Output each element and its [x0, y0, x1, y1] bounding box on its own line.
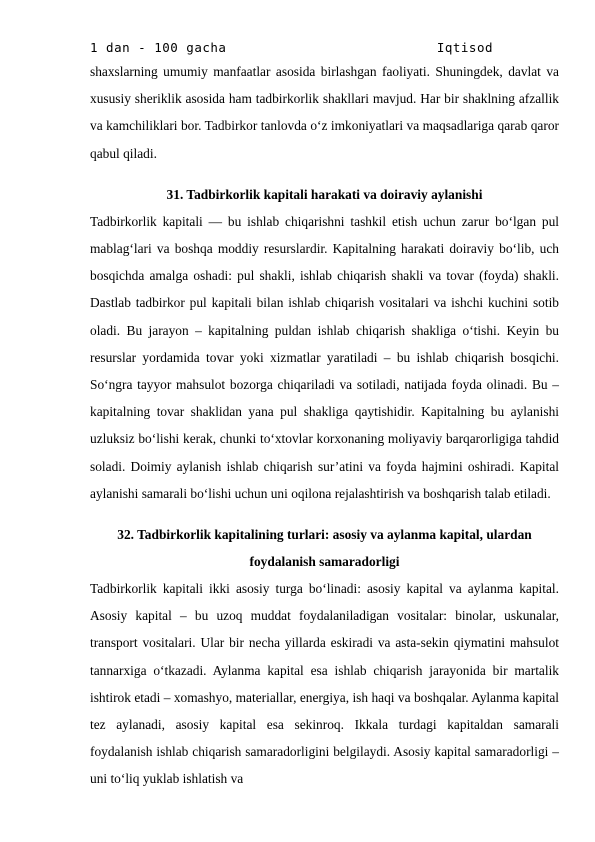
page-header — [90, 38, 559, 58]
section-spacer — [90, 167, 559, 181]
header-page-range: 1 dan - 100 gacha — [90, 40, 227, 55]
header-subject: Iqtisod — [436, 40, 493, 55]
section-spacer — [90, 507, 559, 521]
document-page — [90, 38, 559, 793]
section-32-heading: 32. Tadbirkorlik kapitalining turlari: asosiy va aylanma kapital, ulardan foydalanish samaradorligi — [117, 527, 532, 570]
intro-paragraph: shaxslarning umumiy manfaatlar asosida birlashgan faoliyati. Shuningdek, davlat va xususiy sheriklik asosida ham tadbirkorlik shakllari mavjud. Har bir shaklning afzallik va kamchiliklari bor. Tadbirkor tanlovda o‘z imkoniyatlari va maqsadlariga qarab qaror qabul qiladi. — [90, 64, 559, 161]
section-31-paragraph: Tadbirkorlik kapitali — bu ishlab chiqarishni tashkil etish uchun zarur bo‘lgan pul mablag‘lari va boshqa moddiy resurslardir. Kapitalning harakati doiraviy bo‘lib, uch bosqichda amalga oshadi: pul shakli, ishlab chiqarish shakli va tovar (foyda) shakli. Dastlab tadbirkor pul kapitali bilan ishlab chiqarish vositalari va ishchi kuchini sotib oladi. Bu jarayon – kapitalning puldan ishlab chiqarish shakliga o‘tishi. Keyin bu resurslar yordamida tovar yoki xizmatlar yaratiladi – bu ishlab chiqarish bosqichi. So‘ngra tayyor mahsulot bozorga chiqariladi va sotiladi, natijada foyda olinadi. Bu – kapitalning tovar shaklidan yana pul shakliga qaytishidir. Kapitalning bu aylanishi uzluksiz bo‘lishi kerak, chunki to‘xtovlar korxonaning moliyaviy barqarorligiga tahdid soladi. Doimiy aylanish ishlab chiqarish sur’atini va foyda hajmini oshiradi. Kapital aylanishi samarali bo‘lishi uchun uni oqilona rejalashtirish va boshqarish talab etiladi. — [90, 213, 559, 501]
section-31-heading: 31. Tadbirkorlik kapitali harakati va doiraviy aylanishi — [166, 186, 483, 202]
section-32-paragraph: Tadbirkorlik kapitali ikki asosiy turga bo‘linadi: asosiy kapital va aylanma kapital. Asosiy kapital – bu uzoq muddat foydalaniladigan vositalar: binolar, uskunalar, transport vositalari. Ular bir necha yillarda eskiradi va asta-sekin qiymatini mahsulot tannarxiga o‘tkazadi. Aylanma kapital esa ishlab chiqarish jarayonida bir martalik ishtirok etadi – xomashyo, materiallar, energiya, ish haqi va boshqalar. Aylanma kapital tez aylanadi, asosiy kapital esa sekinroq. Ikkala turdagi kapitaldan samarali foydalanish ishlab chiqarish samaradorligini belgilaydi. Asosiy kapital samaradorligi – uni to‘liq yuklab ishlatish va — [90, 581, 559, 787]
